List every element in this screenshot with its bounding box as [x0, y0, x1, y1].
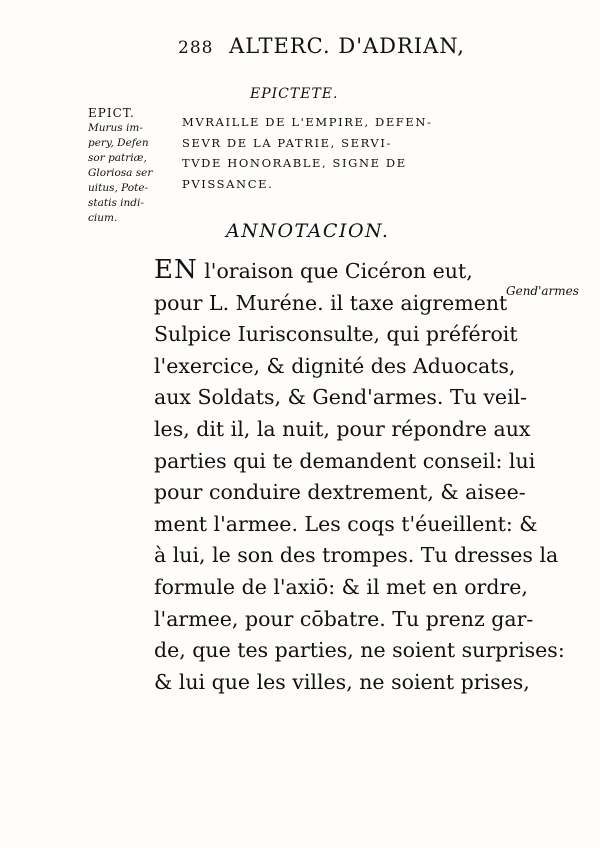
right-margin-note: Gend'armes — [506, 284, 579, 298]
body-line: ment l'armee. Les coqs t'éueillent: & — [154, 511, 538, 536]
body-line: EN l'oraison que Cicéron eut, — [154, 255, 473, 285]
left-note-lead: EPICT. — [88, 106, 135, 120]
body-line: parties qui te demandent conseil: lui — [154, 448, 536, 473]
annotation-title: ANNOTACION. — [226, 220, 390, 242]
page-number: 288 — [178, 38, 214, 58]
epigraph-line: MVRAILLE DE L'EMPIRE, DEFEN- — [182, 115, 433, 129]
left-note-line: sor patriæ, — [88, 152, 147, 164]
body-line: aux Soldats, & Gend'armes. Tu veil- — [154, 385, 528, 410]
epigraph — [182, 112, 506, 194]
annotation-body — [154, 255, 565, 698]
running-title: ALTERC. D'ADRIAN, — [229, 34, 465, 58]
running-head — [178, 34, 498, 58]
body-line: les, dit il, la nuit, pour répondre aux — [154, 416, 531, 441]
epigraph-line: SEVR DE LA PATRIE, SERVI- — [182, 135, 392, 150]
drop-cap: EN — [154, 255, 198, 285]
body-line: à lui, le son des trompes. Tu dresses la — [154, 543, 559, 568]
body-line: formule de l'axiō: & il met en ordre, — [154, 574, 528, 599]
body-line: l'exercice, & dignité des Aduocats, — [154, 353, 516, 378]
body-line: & lui que les villes, ne soient prises, — [154, 669, 530, 694]
section-heading: EPICTETE. — [250, 86, 339, 102]
left-note-line: Gloriosa ser — [88, 167, 153, 179]
body-line: Sulpice Iurisconsulte, qui préféroit — [154, 322, 518, 347]
left-note-line: Murus im- — [88, 122, 143, 134]
epigraph-line: TVDE HONORABLE, SIGNE DE — [182, 156, 407, 170]
body-line: pour L. Muréne. il taxe aigrement — [154, 290, 508, 315]
left-note-line: uitus, Pote- — [88, 182, 149, 194]
left-note-line: pery, Defen — [88, 137, 149, 149]
left-note-line: statis indi- — [88, 197, 144, 209]
body-line: pour conduire dextrement, & aisee- — [154, 480, 526, 505]
epigraph-line: PVISSANCE. — [182, 176, 274, 191]
left-note-line: cium. — [88, 212, 118, 224]
body-line: de, que tes parties, ne soient surprises: — [154, 638, 565, 663]
left-margin-note — [88, 106, 166, 226]
body-line: l'armee, pour cōbatre. Tu prenz gar- — [154, 606, 534, 631]
